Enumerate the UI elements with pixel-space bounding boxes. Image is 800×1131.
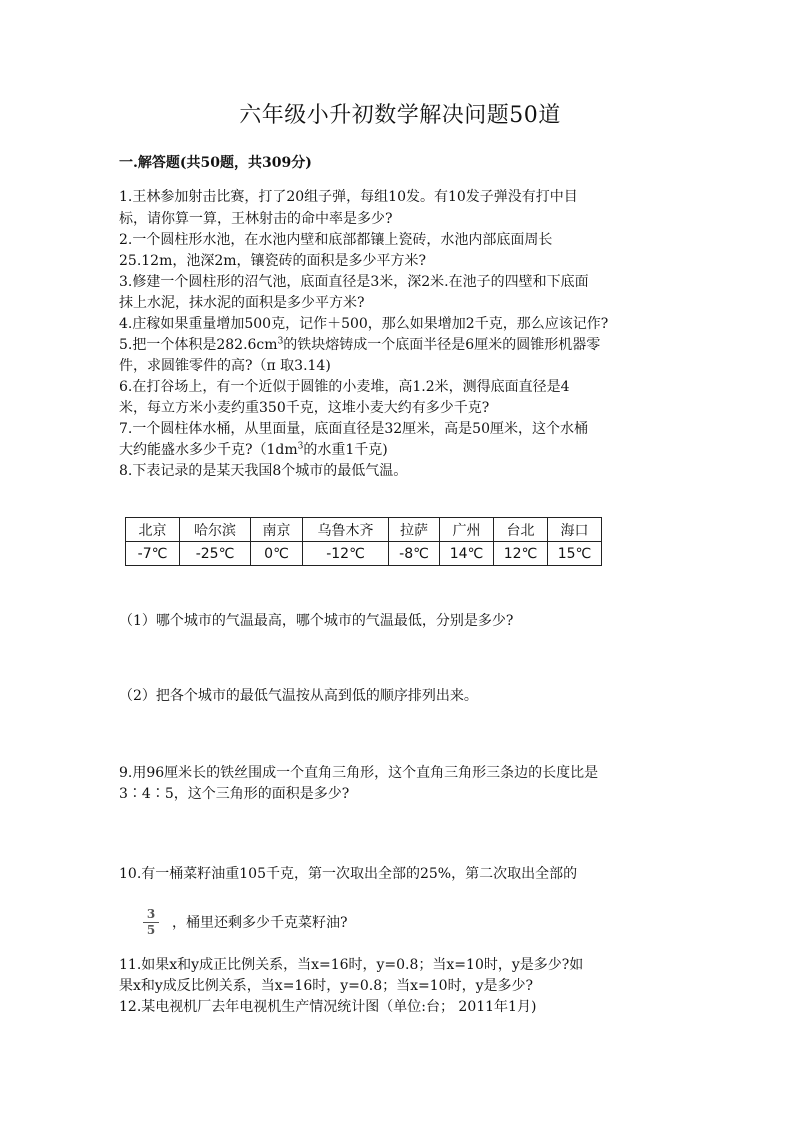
temp-cell: -25℃ xyxy=(180,542,251,566)
fraction-numerator: 3 xyxy=(146,907,156,921)
question-3-line-2: 抹上水泥，抹水泥的面积是多少平方米? xyxy=(119,295,365,311)
q7-text-pre: 大约能盛水多少千克?（1dm xyxy=(119,442,298,458)
q7-text-post: 的水重1千克) xyxy=(303,442,388,458)
question-9-line-1: 9.用96厘米长的铁丝围成一个直角三角形，这个直角三角形三条边的长度比是 xyxy=(119,765,599,781)
question-6-line-1: 6.在打谷场上，有一个近似于圆锥的小麦堆，高1.2米，测得底面直径是4 xyxy=(119,379,570,395)
q5-superscript: 3 xyxy=(277,336,284,347)
temp-cell: 15℃ xyxy=(548,542,602,566)
city-cell: 南京 xyxy=(251,518,303,542)
city-cell: 台北 xyxy=(494,518,548,542)
question-10-line-2: ，桶里还剩多少千克菜籽油? xyxy=(172,915,348,931)
q5-text-post: 的铁块熔铸成一个底面半径是6厘米的圆锥形机器零 xyxy=(283,337,601,353)
page-title: 六年级小升初数学解决问题50道 xyxy=(239,103,561,128)
temp-cell: 14℃ xyxy=(440,542,494,566)
city-row xyxy=(126,518,602,542)
question-12: 12.某电视机厂去年电视机生产情况统计图（单位:台； 2011年1月) xyxy=(119,999,537,1015)
question-11-line-2: 果x和y成反比例关系，当x=16时，y=0.8；当x=10时，y是多少? xyxy=(119,978,534,994)
temperature-row xyxy=(126,542,602,566)
q5-text-pre: 5.把一个体积是282.6cm xyxy=(119,337,278,353)
question-11-line-1: 11.如果x和y成正比例关系，当x=16时，y=0.8；当x=10时，y是多少?如 xyxy=(119,957,584,973)
city-cell: 广州 xyxy=(440,518,494,542)
question-7-line-1: 7.一个圆柱体水桶，从里面量，底面直径是32厘米，高是50厘米，这个水桶 xyxy=(119,421,588,437)
question-10-line-1: 10.有一桶菜籽油重105千克，第一次取出全部的25%，第二次取出全部的 xyxy=(119,866,578,882)
q7-superscript: 3 xyxy=(297,441,304,452)
question-7-line-2 xyxy=(119,440,388,460)
temp-cell: 12℃ xyxy=(494,542,548,566)
temp-cell: -7℃ xyxy=(126,542,180,566)
question-2-line-1: 2.一个圆柱形水池，在水池内壁和底部都镶上瓷砖，水池内部底面周长 xyxy=(119,232,553,248)
question-6-line-2: 米，每立方米小麦约重350千克，这堆小麦大约有多少千克? xyxy=(119,400,490,416)
question-5-line-1 xyxy=(119,335,600,355)
fraction-image xyxy=(143,908,159,937)
question-9-line-2: 3∶4∶5，这个三角形的面积是多少? xyxy=(119,786,350,802)
question-1-line-1: 1.王林参加射击比赛，打了20组子弹，每组10发。有10发子弹没有打中目 xyxy=(119,189,578,205)
question-1-line-2: 标，请你算一算，王林射击的命中率是多少? xyxy=(119,211,393,227)
city-cell: 拉萨 xyxy=(389,518,440,542)
question-4: 4.庄稼如果重量增加500克，记作＋500，那么如果增加2千克，那么应该记作? xyxy=(119,316,609,332)
temp-cell: -8℃ xyxy=(389,542,440,566)
question-8-part-2: （2）把各个城市的最低气温按从高到低的顺序排列出来。 xyxy=(119,688,478,704)
question-2-line-2: 25.12m，池深2m，镶瓷砖的面积是多少平方米? xyxy=(119,253,427,269)
question-8-part-1: （1）哪个城市的气温最高，哪个城市的气温最低，分别是多少? xyxy=(119,613,514,629)
temp-cell: -12℃ xyxy=(303,542,389,566)
city-cell: 北京 xyxy=(126,518,180,542)
city-cell: 海口 xyxy=(548,518,602,542)
fraction-denominator: 5 xyxy=(146,923,156,937)
question-8: 8.下表记录的是某天我国8个城市的最低气温。 xyxy=(119,463,408,479)
temperature-table xyxy=(125,517,602,566)
section-heading: 一.解答题(共50题，共309分) xyxy=(119,155,312,171)
temp-cell: 0℃ xyxy=(251,542,303,566)
question-5-line-2: 件，求圆锥零件的高?（π 取3.14) xyxy=(119,358,331,374)
city-cell: 乌鲁木齐 xyxy=(303,518,389,542)
question-3-line-1: 3.修建一个圆柱形的沼气池，底面直径是3米，深2米.在池子的四壁和下底面 xyxy=(119,274,589,290)
city-cell: 哈尔滨 xyxy=(180,518,251,542)
